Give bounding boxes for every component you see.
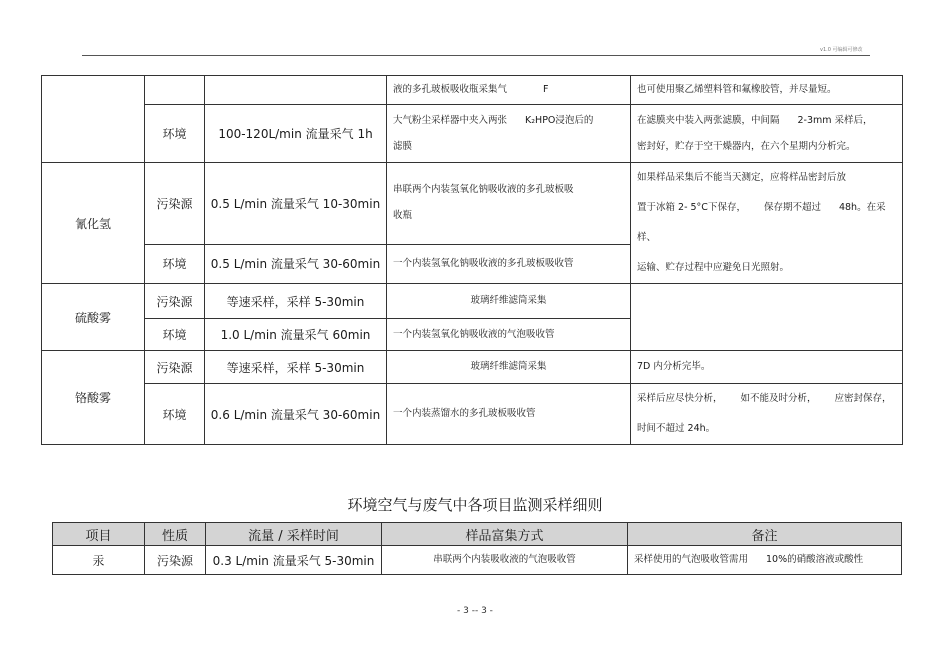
note-cell: 在滤膜夹中装入两张滤膜，中间隔 2-3mm 采样后， 密封好，贮存于空干燥器内，在六个星期内分析完。 (631, 105, 903, 163)
table-row (53, 546, 902, 575)
header-note: v1.0 可编辑可修改 (820, 47, 863, 53)
method-cell: 串联两个内装氢氧化钠吸收液的多孔玻板吸 收瓶 (387, 163, 631, 245)
method-cell: 串联两个内装吸收液的气泡吸收管 (382, 546, 628, 575)
note-cell: 采样后应尽快分析， 如不能及时分析， 应密封保存， 时间不超过 24h。 (631, 384, 903, 445)
pollutant-name-sulfuric: 硫酸雾 (42, 284, 145, 351)
type-cell: 污染源 (145, 546, 206, 575)
header-note: 备注 (628, 523, 902, 546)
note-cell: 如果样品采集后不能当天测定，应将样品密封后放 置于冰箱 2- 5°C下保存， 保存期不超过 48h。在采样、 运输、贮存过程中应避免日光照射。 (631, 163, 903, 284)
header-method: 样品富集方式 (382, 523, 628, 546)
method-cell: 玻璃纤维滤筒采集 (387, 284, 631, 319)
method-cell: 一个内装蒸馏水的多孔玻板吸收管 (387, 384, 631, 445)
table-row (42, 384, 903, 445)
header-item: 项目 (53, 523, 145, 546)
flow-cell: 0.5 L/min 流量采气 30-60min (205, 244, 387, 283)
method-cell: 一个内装氢氧化钠吸收液的气泡吸收管 (387, 319, 631, 351)
note-cell: 7D 内分析完毕。 (631, 351, 903, 384)
table-header-row (53, 523, 902, 546)
header-type: 性质 (145, 523, 206, 546)
note-cell: 也可使用聚乙烯塑料管和氟橡胶管，并尽量短。 (631, 76, 903, 105)
header-rule (82, 55, 870, 56)
flow-cell: 等速采样，采样 5-30min (205, 284, 387, 319)
table-row (42, 351, 903, 384)
type-cell: 环境 (145, 384, 205, 445)
method-cell: 大气粉尘采样器中夹入两张 K₂HPO浸泡后的 滤膜 (387, 105, 631, 163)
table-row (42, 284, 903, 319)
type-cell: 污染源 (145, 163, 205, 245)
type-cell: 环境 (145, 105, 205, 163)
method-cell: 液的多孔玻板吸收瓶采集气 F (387, 76, 631, 105)
table-row (42, 76, 903, 105)
type-cell: 环境 (145, 244, 205, 283)
table-row (42, 105, 903, 163)
method-cell: 一个内装氢氧化钠吸收液的多孔玻板吸收管 (387, 244, 631, 283)
flow-cell: 1.0 L/min 流量采气 60min (205, 319, 387, 351)
flow-cell: 0.6 L/min 流量采气 30-60min (205, 384, 387, 445)
section-title: 环境空气与废气中各项目监测采样细则 (347, 496, 603, 514)
pollutant-name-cell (42, 76, 145, 163)
table-row (42, 163, 903, 245)
flow-cell: 0.3 L/min 流量采气 5-30min (206, 546, 382, 575)
type-cell: 污染源 (145, 351, 205, 384)
note-cell (631, 284, 903, 351)
header-flow: 流量 / 采样时间 (206, 523, 382, 546)
flow-cell: 等速采样，采样 5-30min (205, 351, 387, 384)
flow-cell: 100-120L/min 流量采气 1h (205, 105, 387, 163)
type-cell: 污染源 (145, 284, 205, 319)
note-cell: 采样使用的气泡吸收管需用 10%的硝酸溶液或酸性 (628, 546, 902, 575)
flow-cell: 0.5 L/min 流量采气 10-30min (205, 163, 387, 245)
method-cell: 玻璃纤维滤筒采集 (387, 351, 631, 384)
pollutant-name-mercury: 汞 (53, 546, 145, 575)
sampling-table-new (52, 522, 902, 575)
sampling-table-continued (41, 75, 903, 445)
pollutant-name-hcn: 氰化氢 (42, 163, 145, 284)
page-number: - 3 -- 3 - (457, 606, 493, 616)
pollutant-name-chromic: 铬酸雾 (42, 351, 145, 445)
type-cell: 环境 (145, 319, 205, 351)
